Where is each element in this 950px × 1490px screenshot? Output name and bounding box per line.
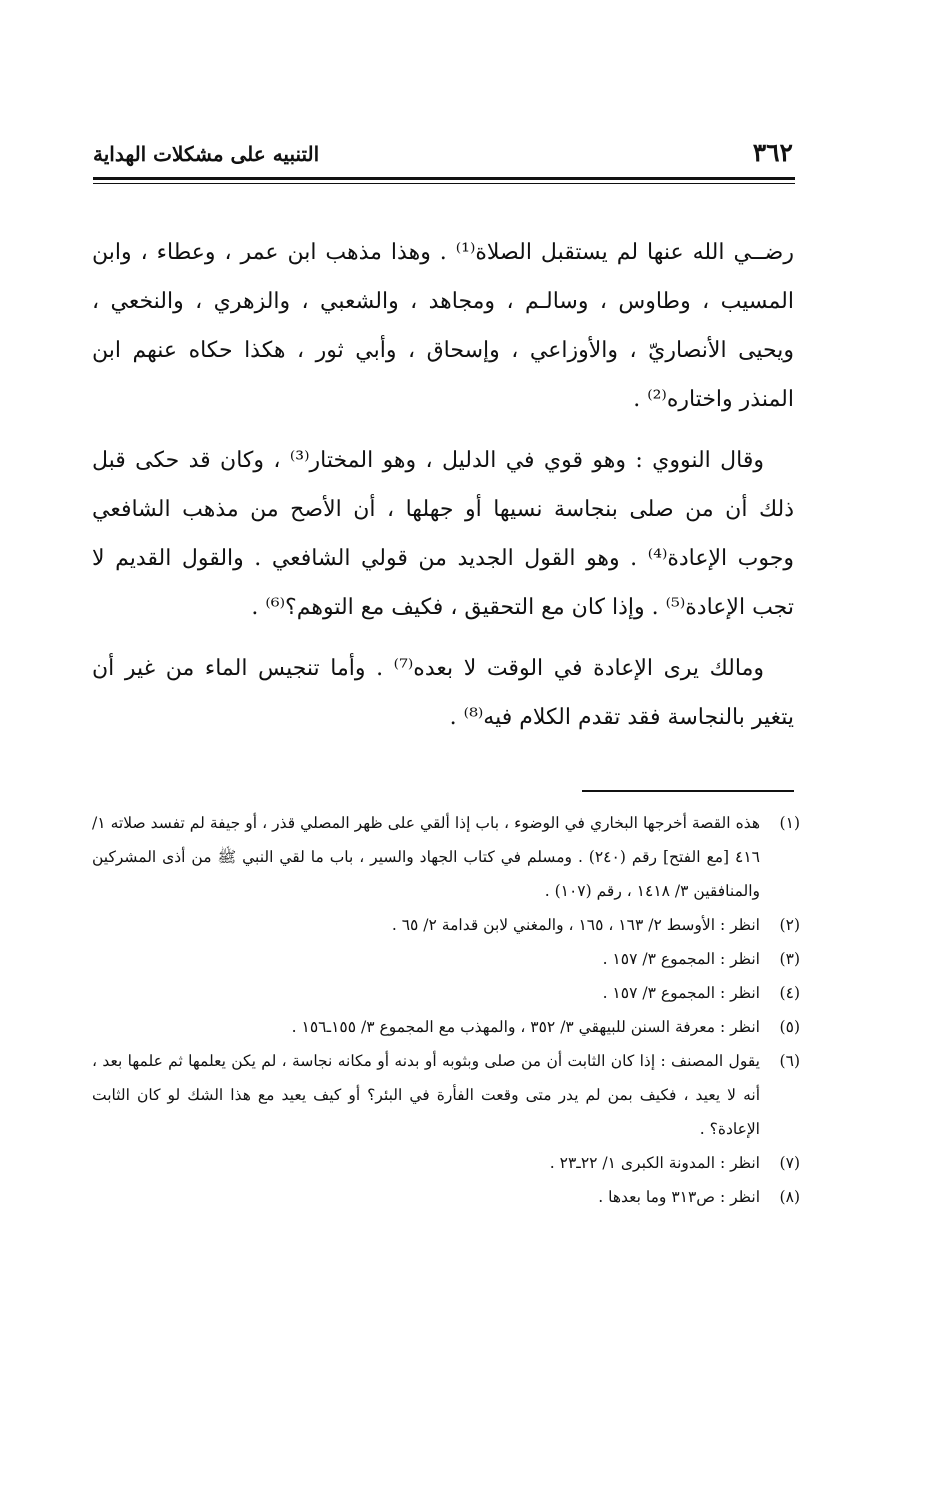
main-text xyxy=(92,228,794,754)
page-number: ٣٦٢ xyxy=(752,138,793,167)
footnotes xyxy=(92,806,800,1214)
footnote-number: (٧) xyxy=(779,1154,800,1172)
footnote-text: هذه القصة أخرجها البخاري في الوضوء ، باب إذا ألقي على ظهر المصلي قذر ، أو جيفة لم تفسد صلاته ١/ ٤١٦ [مع الفتح] رقم (٢٤٠) . ومسلم في كتاب الجهاد والسير ، باب ما لقي النبي ﷺ من أذى المشركين والمنافقين ٣/ ١٤١٨ ، رقم (١٠٧) . xyxy=(92,814,760,900)
footnote xyxy=(92,976,800,1010)
paragraph-1: رضــي الله عنها لم يستقبل الصلاة⁽¹⁾ . وهذا مذهب ابن عمر ، وعطاء ، وابن المسيب ، وطاوس ، وسالـم ، ومجاهد ، والشعبي ، والزهري ، والنخعي ، ويحيى الأنصاريّ ، والأوزاعي ، وإسحاق ، وأبي ثور ، هكذا حكاه عنهم ابن المنذر واختاره⁽²⁾ . xyxy=(92,240,794,412)
footnote-number: (٦) xyxy=(779,1052,800,1070)
footnote-number: (٤) xyxy=(779,984,800,1002)
footnote-number: (١) xyxy=(779,814,800,832)
footnote-number: (٨) xyxy=(779,1188,800,1206)
running-header xyxy=(93,136,793,176)
header-rule-thick xyxy=(93,177,795,180)
footnote xyxy=(92,942,800,976)
footnote-text: انظر : ص٣١٣ وما بعدها . xyxy=(598,1188,760,1206)
footnote-text: يقول المصنف : إذا كان الثابت أن من صلى وبثوبه أو بدنه أو مكانه نجاسة ، لم يكن يعلمها ثم علمها بعد ، أنه لا يعيد ، فكيف بمن لم يدر متى وقعت الفأرة في البئر؟ أو كيف يعيد مع هذا الشك لو كان الثابت الإعادة؟ . xyxy=(92,1052,760,1138)
footnote xyxy=(92,1146,800,1180)
footnote-text: انظر : الأوسط ٢/ ١٦٣ ، ١٦٥ ، والمغني لابن قدامة ٢/ ٦٥ . xyxy=(391,916,760,934)
footnote-number: (٥) xyxy=(779,1018,800,1036)
footnote-number: (٢) xyxy=(779,916,800,934)
header-rule-thin xyxy=(93,183,795,184)
footnote xyxy=(92,908,800,942)
running-title: التنبيه على مشكلات الهداية xyxy=(93,142,320,166)
footnote xyxy=(92,1044,800,1146)
footnote-text: انظر : المجموع ٣/ ١٥٧ . xyxy=(602,950,760,968)
footnote-text: انظر : معرفة السنن للبيهقي ٣/ ٣٥٢ ، والمهذب مع المجموع ٣/ ١٥٥ـ١٥٦ . xyxy=(291,1018,760,1036)
paragraph-2: وقال النووي : وهو قوي في الدليل ، وهو المختار⁽³⁾ ، وكان قد حكى قبل ذلك أن من صلى بنجاسة نسيها أو جهلها ، أن الأصح من مذهب الشافعي وجوب الإعادة⁽⁴⁾ . وهو القول الجديد من قولي الشافعي . والقول القديم لا تجب الإعادة⁽⁵⁾ . وإذا كان مع التحقيق ، فكيف مع التوهم؟⁽⁶⁾ . xyxy=(92,448,794,620)
footnote-text: انظر : المدونة الكبرى ١/ ٢٢ـ٢٣ . xyxy=(549,1154,760,1172)
footnote xyxy=(92,1010,800,1044)
footnote-number: (٣) xyxy=(779,950,800,968)
footnote xyxy=(92,806,800,908)
footnote xyxy=(92,1180,800,1214)
footnote-separator xyxy=(582,790,794,792)
paragraph-3: ومالك يرى الإعادة في الوقت لا بعده⁽⁷⁾ . وأما تنجيس الماء من غير أن يتغير بالنجاسة فقد تقدم الكلام فيه⁽⁸⁾ . xyxy=(92,656,794,730)
footnote-text: انظر : المجموع ٣/ ١٥٧ . xyxy=(602,984,760,1002)
